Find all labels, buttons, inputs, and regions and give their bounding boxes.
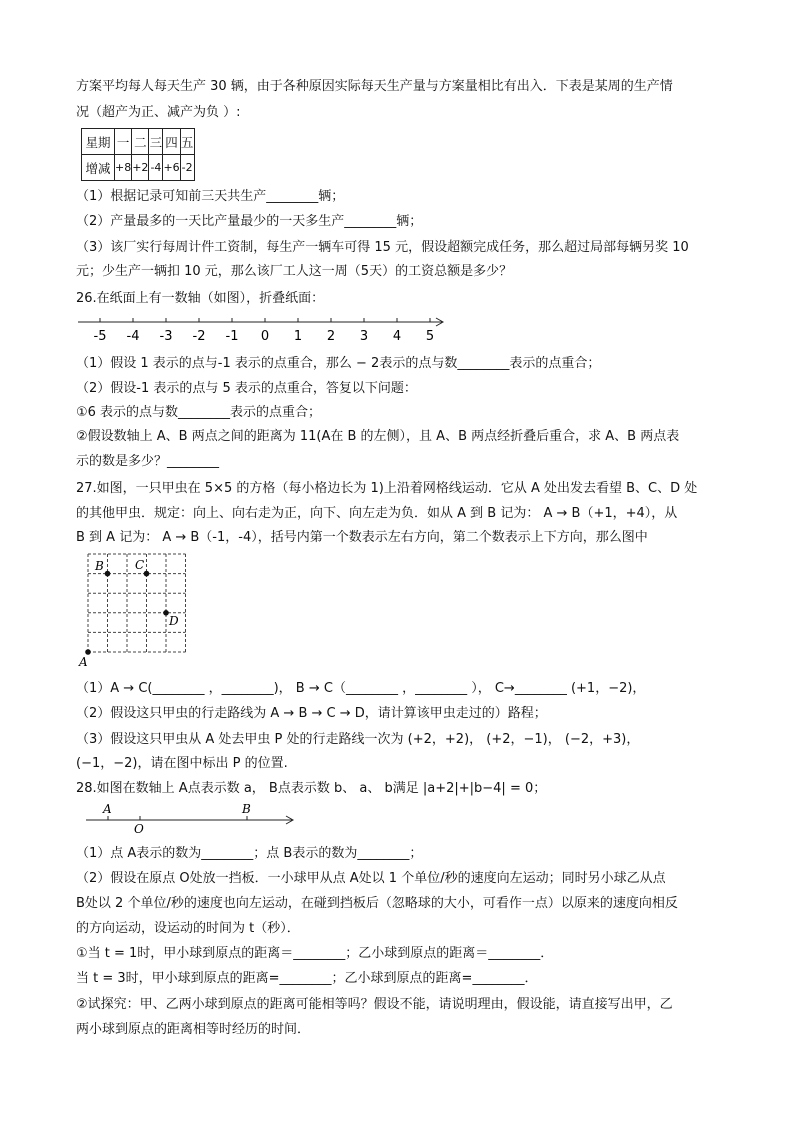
q28-part-2g: 两小球到原点的距离相等时经历的时间． bbox=[76, 1022, 311, 1037]
q27-part-3b: (−1，−2)，请在图中标出 P 的位置. bbox=[76, 756, 288, 771]
label-a: A bbox=[103, 802, 112, 816]
q25-part-3b: 元；少生产一辆扣 10 元，那么该厂工人这一周（5天）的工资总额是多少？ bbox=[76, 264, 513, 279]
table-cell: 增减 bbox=[82, 155, 115, 181]
q26-part-2-2a: ②假设数轴上 A、B 两点之间的距离为 11(A在 B 的左侧），且 A、B 两点经折叠后重合，求 A、B 两点表 bbox=[76, 429, 680, 444]
table-cell: -2 bbox=[180, 155, 194, 181]
label-c: C bbox=[135, 558, 145, 572]
number-line-tick-label: -4 bbox=[126, 329, 140, 344]
label-b: B bbox=[95, 559, 104, 573]
q27-part-1: （1）A → C(________ ，________)， B → C（________ ，________ ）， C→________ (+1，−2)， bbox=[76, 681, 646, 696]
label-b: B bbox=[242, 802, 251, 816]
table-cell: 二 bbox=[132, 129, 149, 155]
number-line-tick-label: 3 bbox=[359, 329, 369, 344]
q25-intro-line-1: 方案平均每人每天生产 30 辆，由于各种原因实际每天生产量与方案量相比有出入．下表是某周的生产情 bbox=[76, 79, 673, 94]
number-line-tick-label: -2 bbox=[192, 329, 206, 344]
q26-part-2-1: ①6 表示的点与数________表示的点重合； bbox=[76, 405, 322, 420]
number-line-tick-label: -1 bbox=[225, 329, 239, 344]
q28-line-1: 28.如图在数轴上 A点表示数 a， B点表示数 b、 a、 b满足 |a+2|+|b−4| = 0； bbox=[76, 781, 547, 796]
q28-part-2d: ①当 t = 1时，甲小球到原点的距离＝________；乙小球到原点的距离＝________． bbox=[76, 946, 554, 961]
q26-title: 26.在纸面上有一数轴（如图），折叠纸面： bbox=[76, 291, 325, 306]
q28-part-2b: B处以 2 个单位/秒的速度也向左运动，在碰到挡板后（忽略球的大小，可看作一点）以原来的速度向相反 bbox=[76, 896, 678, 911]
table-cell: +2 bbox=[132, 155, 149, 181]
production-table bbox=[81, 128, 195, 181]
q28-part-2a: （2）假设在原点 O处放一挡板．一小球甲从点 A处以 1 个单位/秒的速度向左运动；同时另小球乙从点 bbox=[76, 871, 666, 886]
number-line-28 bbox=[82, 800, 302, 836]
number-line-tick-label: 5 bbox=[425, 329, 435, 344]
number-line-tick-label: -5 bbox=[93, 329, 107, 344]
label-o: O bbox=[134, 822, 144, 836]
table-cell: 星期 bbox=[82, 129, 115, 155]
table-cell: +6 bbox=[163, 155, 180, 181]
q27-line-1: 27.如图，一只甲虫在 5×5 的方格（每小格边长为 1)上沿着网格线运动．它从 A 处出发去看望 B、C、D 处 bbox=[76, 481, 698, 496]
q28-part-1: （1）点 A表示的数为________；点 B表示的数为________； bbox=[76, 846, 423, 861]
number-line-tick-label: 4 bbox=[392, 329, 402, 344]
q27-line-2: 的其他甲虫．规定：向上、向右走为正，向下、向左走为负．如从 A 到 B 记为： A → B（+1，+4），从 bbox=[76, 506, 678, 521]
q25-part-2: （2）产量最多的一天比产量最少的一天多生产________辆； bbox=[76, 214, 423, 229]
q27-line-3: B 到 A 记为： A → B（-1，-4），括号内第一个数表示左右方向，第二个数表示上下方向，那么图中 bbox=[76, 530, 648, 545]
q25-intro-line-2: 况（超产为正、减产为负 ）: bbox=[76, 105, 241, 120]
number-line-tick-label: 0 bbox=[260, 329, 270, 344]
point-b bbox=[105, 571, 111, 577]
table-cell: 三 bbox=[149, 129, 163, 155]
table-cell: 五 bbox=[180, 129, 194, 155]
number-line-tick-label: 2 bbox=[326, 329, 336, 344]
number-line-26 bbox=[70, 312, 450, 348]
table-cell: +8 bbox=[115, 155, 132, 181]
point-a bbox=[85, 649, 91, 655]
q25-part-1: （1）根据记录可知前三天共生产________辆； bbox=[76, 189, 345, 204]
q25-part-3a: （3）该厂实行每周计件工资制，每生产一辆车可得 15 元，假设超额完成任务，那么超过局部每辆另奖 10 bbox=[76, 240, 689, 255]
point-d bbox=[163, 610, 169, 616]
q26-part-2: （2）假设-1 表示的点与 5 表示的点重合，答复以下问题： bbox=[76, 381, 417, 396]
q28-part-2e: 当 t = 3时，甲小球到原点的距离=________；乙小球到原点的距离=________． bbox=[76, 971, 538, 986]
label-a: A bbox=[79, 655, 88, 669]
table-row-change bbox=[82, 155, 195, 181]
q26-part-1: （1）假设 1 表示的点与-1 表示的点重合，那么 − 2表示的点与数________表示的点重合； bbox=[76, 356, 601, 371]
number-line-tick-label: 1 bbox=[293, 329, 303, 344]
table-cell: -4 bbox=[149, 155, 163, 181]
table-cell: 一 bbox=[115, 129, 132, 155]
q27-part-2: （2）假设这只甲虫的行走路线为 A → B → C → D，请计算该甲虫走过的）路程； bbox=[76, 706, 547, 721]
label-d: D bbox=[169, 614, 179, 628]
table-cell: 四 bbox=[163, 129, 180, 155]
grid-diagram-27 bbox=[76, 548, 196, 670]
q28-part-2f: ②试探究：甲、乙两小球到原点的距离可能相等吗？假设不能，请说明理由，假设能，请直接写出甲，乙 bbox=[76, 997, 673, 1012]
q27-part-3a: （3）假设这只甲虫从 A 处去甲虫 P 处的行走路线一次为 (+2，+2)， (+2，−1)， (−2，+3)， bbox=[76, 732, 640, 747]
q26-part-2-2b: 示的数是多少？________ bbox=[76, 454, 220, 469]
point-c bbox=[144, 571, 150, 577]
number-line-tick-label: -3 bbox=[159, 329, 173, 344]
q28-part-2c: 的方向运动，设运动的时间为 t（秒）． bbox=[76, 921, 300, 936]
table-row-weekday bbox=[82, 129, 195, 155]
